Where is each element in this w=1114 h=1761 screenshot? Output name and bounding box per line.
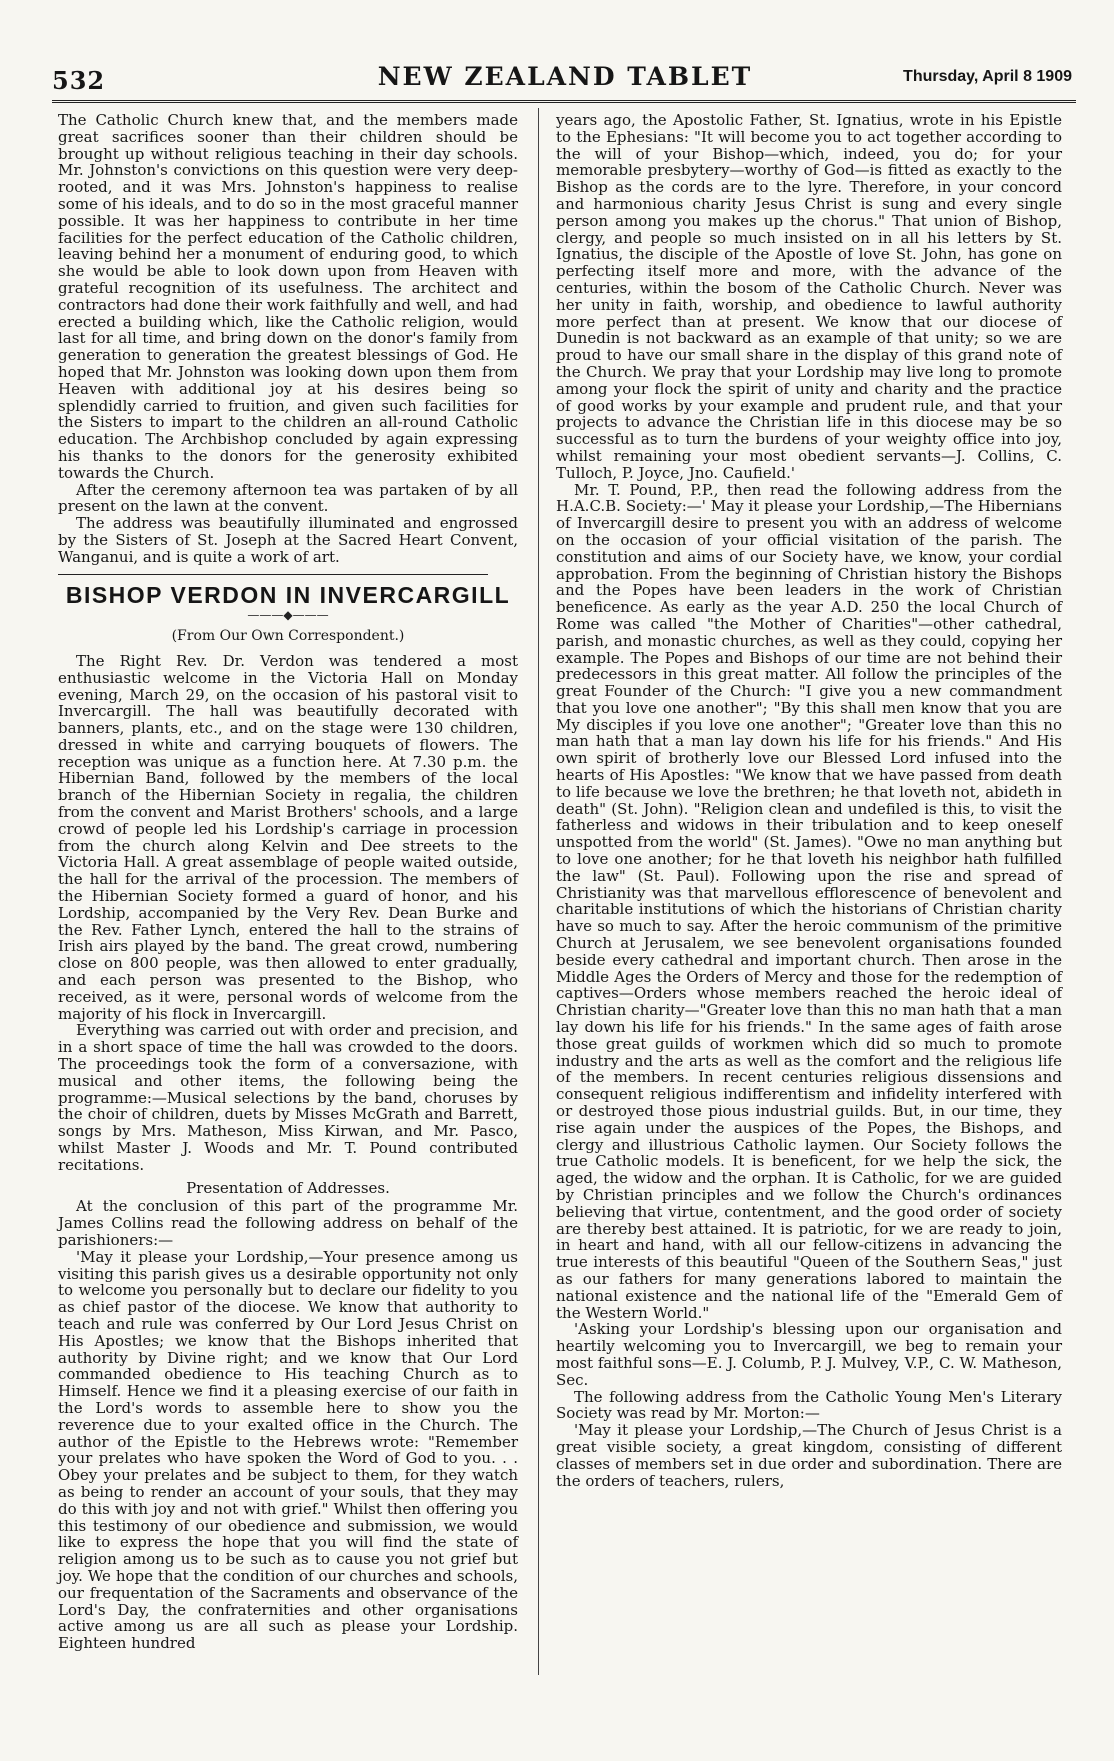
masthead: NEW ZEALAND TABLET: [377, 62, 753, 91]
paragraph: Everything was carried out with order and precision, and in a short space of time the hall was crowded to the doors. The proceedings took the form of a conversazione, with musical and other items, the following being the programme:—Musical selections by the band, choruses by the choir of children, duets by Misses McGrath and Barrett, songs by Mrs. Matheson, Miss Kirwan, and Mr. Pasco, whilst Master J. Woods and Mr. T. Pound contributed recitations.: [58, 1021, 518, 1174]
paragraph: Mr. T. Pound, P.P., then read the following address from the H.A.C.B. Society:—' May it please your Lordship,—The Hibernians of Invercargill desire to present you with an address of welcome on the occasion of your official visitation of the parish. The constitution and aims of our Society have, we know, your cordial approbation. From the beginning of Christian history the Bishops and the Popes have been leaders in the work of Christian beneficence. As early as the year A.D. 250 the local Church of Rome was called "the Mother of Charities"—other cathedral, parish, and monastic churches, as well as they could, copying her example. The Popes and Bishops of our time are not behind their predecessors in this great matter. All follow the principles of the great Founder of the Church: "I give you a new commandment that you love one another"; "By this shall men know that you are My disciples if you love one another"; "Greater love than this no man hath that a man lay down his life for his friends." And His own spirit of brotherly love our Blessed Lord infused into the hearts of His Apostles: "We know that we have passed from death to life because we love the brethren; he that loveth not, abideth in death" (St. John). "Religion clean and undefiled is this, to visit the fatherless and widows in their tribulation and to keep oneself unspotted from the world" (St. James). "Owe no man anything but to love one another; for he that loveth his neighbor hath fulfilled the law" (St. Paul). Following upon the rise and spread of Christianity was that marvellous efflorescence of benevolent and charitable institutions of which the historians of Christian charity have so much to say. After the heroic communism of the primitive Church at Jerusalem, we see benevolent organisations founded beside every cathedral and important church. Then arose in the Middle Ages the Orders of Mercy and those for the redemption of captives—Orders whose members reached the heroic ideal of Christian charity—"Greater love than this no man hath that a man lay down his life for his friends." In the same ages of faith arose those great guilds of workmen which did so much to promote industry and the arts as well as the comfort and the religious life of the members. In recent centuries religious dissensions and consequent religious indifferentism and infidelity interfered with or destroyed those pious industrial guilds. But, in our time, they rise again under the auspices of the Popes, the Bishops, and clergy and illustrious Catholic laymen. Our Society follows the true Catholic models. It is beneficent, for we help the sick, the aged, the widow and the orphan. It is Catholic, for we are guided by Christian principles and we follow the Church's ordinances believing that virtue, contentment, and the good order of society are thereby best attained. It is patriotic, for we are ready to join, in heart and hand, with all our fellow-citizens in advancing the true interests of this beautiful "Queen of the Southern Seas," just as our fathers for many generations labored to maintain the national existence and the national life of the "Emerald Gem of the Western World.": [556, 480, 1062, 1322]
paragraph: The Right Rev. Dr. Verdon was tendered a most enthusiastic welcome in the Victoria Hall on Monday evening, March 29, on the occasion of his pastoral visit to Invercargill. The hall was beautifully decorated with banners, plants, etc., and on the stage were 130 children, dressed in white and carrying bouquets of flowers. The reception was unique as a function here. At 7.30 p.m. the Hibernian Band, followed by the members of the local branch of the Hibernian Society in regalia, the children from the convent and Marist Brothers' schools, and a large crowd of people led his Lordship's carriage in procession from the church along Kelvin and Dee streets to the Victoria Hall. A great assemblage of people waited outside, the hall for the arrival of the procession. The members of the Hibernian Society formed a guard of honor, and his Lordship, accompanied by the Very Rev. Dean Burke and the Rev. Father Lynch, entered the hall to the strains of Irish airs played by the band. The great crowd, numbering close on 800 people, was then allowed to enter gradually, and each person was presented to the Bishop, who received, as it were, personal words of welcome from the majority of his flock in Invercargill.: [58, 651, 518, 1023]
ornament-rule: ———◆———: [247, 608, 329, 623]
paragraph: The Catholic Church knew that, and the members made great sacrifices sooner than their children should be brought up without religious teaching in their day schools. Mr. Johnston's convictions on this question were very deep-rooted, and it was Mrs. Johnston's happiness to realise some of his ideals, and to do so in the most graceful manner possible. It was her happiness to contribute in her time facilities for the perfect education of the Catholic children, leaving behind her a monument of enduring good, to which she would be able to look down upon from Heaven with grateful recognition of its usefulness. The architect and contractors had done their work faithfully and well, and had erected a building which, like the Catholic religion, would last for all time, and bring down on the donor's family from generation to generation the greatest blessings of God. He hoped that Mr. Johnston was looking down upon them from Heaven with additional joy at his desires being so splendidly carried to fruition, and given such facilities for the Sisters to impart to the children an all-round Catholic education. The Archbishop concluded by again expressing his thanks to the donors for the generosity exhibited towards the Church.: [58, 111, 518, 482]
paragraph: The address was beautifully illuminated and engrossed by the Sisters of St. Joseph at the Sacred Heart Convent, Wanganui, and is quite a work of art.: [58, 514, 518, 566]
byline: (From Our Own Correspondent.): [171, 628, 405, 645]
issue-date: Thursday, April 8 1909: [903, 68, 1072, 85]
article-title: BISHOP VERDON IN INVERCARGILL: [65, 581, 511, 608]
paragraph: The following address from the Catholic Young Men's Literary Society was read by Mr. Morton:—: [556, 1387, 1062, 1423]
paragraph: 'May it please your Lordship,—Your presence among us visiting this parish gives us a desirable opportunity not only to welcome you personally but to declare our fidelity to you as chief pastor of the diocese. We know that authority to teach and rule was conferred by Our Lord Jesus Christ on His Apostles; we know that the Bishops inherited that authority by Divine right; and we know that Our Lord commanded obedience to His teaching Church as to Himself. Hence we find it a pleasing exercise of our faith in the Lord's words to assemble here to show you the reverence due to your exalted office in the Church. The author of the Epistle to the Hebrews wrote: "Remember your prelates who have spoken the Word of God to you. . . Obey your prelates and be subject to them, for they watch as being to render an account of your souls, that they may do this with joy and not with grief." Whilst then offering you this testimony of our obedience and submission, we would like to express the hope that you will find the state of religion among us to be such as to cause you not grief but joy. We hope that the condition of our churches and schools, our frequentation of the Sacraments and observance of the Lord's Day, the confraternities and other organisations active among us are all such as please your Lordship. Eighteen hundred: [58, 1247, 518, 1653]
paragraph: 'Asking your Lordship's blessing upon our organisation and heartily welcoming you to Invercargill, we beg to remain your most faithful sons—E. J. Columb, P. J. Mulvey, V.P., C. W. Matheson, Sec.: [556, 1320, 1062, 1389]
right-column: [556, 112, 1062, 1489]
paragraph: At the conclusion of this part of the programme Mr. James Collins read the following address on behalf of the parishioners:—: [58, 1197, 518, 1249]
page-number: 532: [52, 66, 106, 95]
header-rule: [52, 100, 1076, 103]
paragraph: After the ceremony afternoon tea was partaken of by all present on the lawn at the convent.: [58, 480, 518, 516]
paragraph: 'May it please your Lordship,—The Church of Jesus Christ is a great visible society, a great kingdom, consisting of different classes of members set in due order and subordination. There are the orders of teachers, rulers,: [556, 1421, 1062, 1490]
column-divider: [538, 108, 539, 1675]
paragraph: years ago, the Apostolic Father, St. Ignatius, wrote in his Epistle to the Ephesians: "It will become you to act together according to the will of your Bishop—which, indeed, you do; for your memorable presbytery—worthy of God—is fitted as exactly to the Bishop as the cords are to the lyre. Therefore, in your concord and harmonious charity Jesus Christ is sung and every single person among you makes up the chorus." That union of Bishop, clergy, and people so much insisted on in all his letters by St. Ignatius, the disciple of the Apostle of love St. John, has gone on perfecting itself more and more, with the advance of the centuries, within the bosom of the Catholic Church. Never was her unity in faith, worship, and obedience to lawful authority more perfect than at present. We know that our diocese of Dunedin is not backward as an example of that unity; so we are proud to have our small share in the display of this grand note of the Church. We pray that your Lordship may live long to promote among your flock the spirit of unity and charity and the practice of good works by your example and prudent rule, and that your projects to advance the Christian life in this diocese may be so successful as to turn the burdens of your weighty office into joy, whilst remaining your most obedient servants—J. Collins, C. Tulloch, P. Joyce, Jno. Caufield.': [556, 111, 1062, 482]
left-column: [58, 112, 518, 1652]
page-header: [52, 62, 1078, 98]
section-rule: [58, 574, 488, 575]
subheading: Presentation of Addresses.: [186, 1178, 390, 1197]
